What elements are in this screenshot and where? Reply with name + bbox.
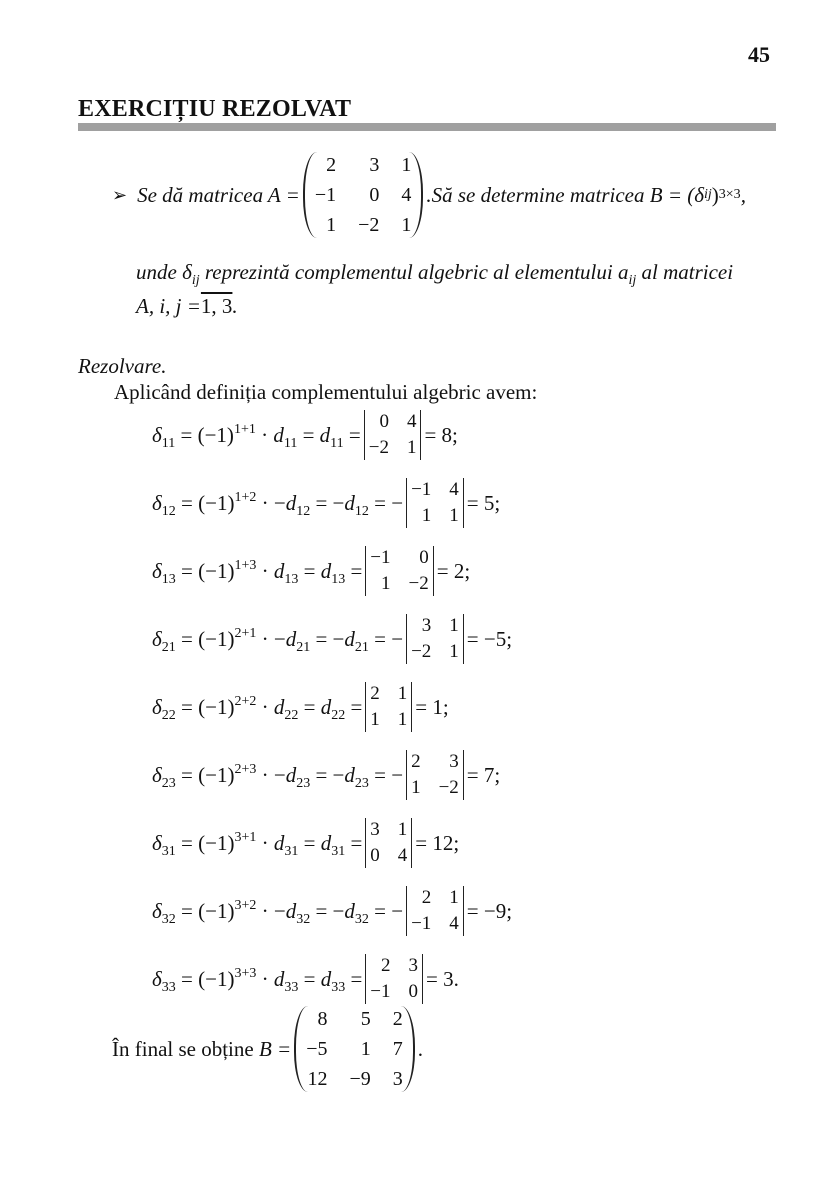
det-cell: −1: [370, 547, 391, 568]
page-number: 45: [748, 42, 770, 67]
determinant: [365, 546, 433, 596]
matrix-cell: −5: [306, 1038, 328, 1060]
subscript: ij: [628, 273, 637, 288]
det-cell: 3: [370, 819, 380, 840]
result: = −9;: [466, 898, 513, 923]
equation-row: [152, 614, 512, 664]
det-cell: 2: [370, 683, 380, 704]
det-cell: 4: [397, 845, 408, 866]
problem-statement-line-3: [136, 294, 238, 319]
matrix-cell: −1: [314, 184, 337, 206]
det-cell: 0: [379, 411, 389, 432]
matrix-cell: −2: [358, 214, 380, 236]
lhs: $\delta_{32} = (-1)^{3+2} \cdot -d_{32} = -d_{32}$ = −: [152, 897, 404, 927]
determinant: [406, 750, 464, 800]
det-cell: 0: [408, 981, 419, 1002]
title-underline-bar: [78, 123, 776, 131]
final-result: [112, 1006, 423, 1092]
lhs: $\delta_{22} = (-1)^{2+2} \cdot d_{22} = d_{22}$ =: [152, 693, 363, 723]
matrix-cell: 0: [369, 184, 380, 206]
determinant: [365, 682, 412, 732]
text: A, i, j =: [136, 294, 201, 318]
determinant: [406, 614, 464, 664]
result: = 7;: [466, 762, 501, 787]
determinant: [365, 818, 412, 868]
det-cell: 1: [411, 777, 421, 798]
det-cell: 4: [449, 913, 459, 934]
section-title: EXERCIȚIU REZOLVAT: [78, 96, 352, 122]
lhs: $\delta_{13} = (-1)^{1+3} \cdot d_{13} = d_{13}$ =: [152, 557, 363, 587]
subscript: ij: [191, 273, 200, 288]
determinant: [364, 410, 422, 460]
det-cell: 1: [449, 887, 459, 908]
det-cell: 1: [397, 819, 408, 840]
equation-row: [152, 818, 459, 868]
solution-label: Rezolvare.: [78, 354, 167, 378]
lhs: $\delta_{21} = (-1)^{2+1} \cdot -d_{21} = -d_{21}$ = −: [152, 625, 404, 655]
matrix-cell: 5: [360, 1008, 371, 1030]
final-text: În final se obține: [112, 1036, 254, 1061]
determinant: [406, 886, 464, 936]
period: .: [232, 294, 238, 318]
det-cell: 3: [449, 751, 459, 772]
equation-row: [152, 410, 458, 460]
det-cell: 1: [449, 641, 459, 662]
lhs: $\delta_{31} = (-1)^{3+1} \cdot d_{31} = d_{31}$ =: [152, 829, 363, 859]
solution-intro: Aplicând definiția complementului algebric avem:: [114, 380, 538, 404]
result: = 2;: [436, 558, 471, 583]
det-cell: −2: [438, 777, 459, 798]
lhs: $\delta_{33} = (-1)^{3+3} \cdot d_{33} = d_{33}$ =: [152, 965, 363, 995]
text: reprezintă complementul algebric al elementului a: [199, 260, 629, 284]
result: = 12;: [415, 830, 460, 855]
lhs: $\delta_{12} = (-1)^{1+2} \cdot -d_{12} = -d_{12}$ = −: [152, 489, 404, 519]
text: al matricei: [636, 260, 734, 284]
det-cell: 1: [381, 573, 391, 594]
determinant: [365, 954, 423, 1004]
problem-statement-line-2: [136, 260, 734, 288]
det-cell: 3: [408, 955, 419, 976]
det-cell: 1: [421, 505, 432, 526]
det-cell: 4: [406, 411, 417, 432]
det-cell: 2: [421, 887, 432, 908]
equation-row: [152, 954, 459, 1004]
matrix-cell: 3: [369, 154, 380, 176]
lhs: $\delta_{11} = (-1)^{1+1} \cdot d_{11} = d_{11}$ =: [152, 421, 361, 451]
result: = 3.: [426, 966, 459, 991]
result: = 1;: [415, 694, 449, 719]
comma: ,: [740, 182, 746, 207]
equation-row: [152, 478, 500, 528]
text: unde δ: [136, 260, 192, 284]
det-cell: 1: [397, 709, 408, 730]
det-cell: 1: [406, 437, 417, 458]
matrix-cell: 7: [392, 1038, 403, 1060]
b-label: B =: [258, 1036, 292, 1061]
matrix-b: [294, 1006, 415, 1092]
det-cell: 4: [449, 479, 459, 500]
det-cell: −2: [368, 437, 389, 458]
matrix-cell: 8: [317, 1008, 328, 1030]
matrix-cell: 1: [360, 1038, 371, 1060]
result: = −5;: [466, 626, 513, 651]
matrix-cell: 2: [326, 154, 337, 176]
matrix-cell: 1: [401, 154, 412, 176]
equation-row: [152, 682, 449, 732]
det-cell: 1: [397, 683, 408, 704]
equation-row: [152, 546, 470, 596]
matrix-cell: 1: [326, 214, 337, 236]
det-cell: −1: [411, 479, 432, 500]
det-cell: 2: [381, 955, 391, 976]
index-range: 1, 3: [200, 294, 233, 318]
matrix-cell: −9: [349, 1068, 371, 1090]
det-cell: −2: [408, 573, 429, 594]
equation-row: [152, 886, 512, 936]
matrix-cell: 2: [392, 1008, 403, 1030]
det-cell: −1: [411, 913, 432, 934]
result: = 8;: [424, 422, 458, 447]
problem-statement-line-1: ➢ Se dă matricea A = 2 3 1 −1 0 4 1 −2 1 .Să se determine matricea B = (δ ij ) 3×3 ,: [112, 154, 746, 236]
matrix-a: [303, 152, 424, 238]
result: = 5;: [466, 490, 501, 515]
det-cell: 1: [370, 709, 380, 730]
problem-intro: Se dă matricea A =: [137, 182, 300, 207]
lhs: $\delta_{23} = (-1)^{2+3} \cdot -d_{23} = -d_{23}$ = −: [152, 761, 404, 791]
matrix-cell: 4: [401, 184, 412, 206]
det-cell: 1: [449, 615, 459, 636]
det-cell: −2: [411, 641, 432, 662]
det-cell: 1: [449, 505, 459, 526]
matrix-cell: 12: [307, 1068, 328, 1090]
period: .: [417, 1036, 424, 1061]
arrow-bullet-icon: ➢: [112, 184, 128, 205]
det-cell: 0: [370, 845, 380, 866]
det-cell: 2: [411, 751, 421, 772]
det-cell: 0: [419, 547, 429, 568]
det-cell: 3: [421, 615, 432, 636]
matrix-cell: 3: [392, 1068, 403, 1090]
matrix-cell: 1: [401, 214, 412, 236]
equation-row: [152, 750, 500, 800]
problem-middle: .Să se determine matricea B = (δ: [426, 182, 704, 207]
det-cell: −1: [370, 981, 391, 1002]
determinant: [406, 478, 464, 528]
